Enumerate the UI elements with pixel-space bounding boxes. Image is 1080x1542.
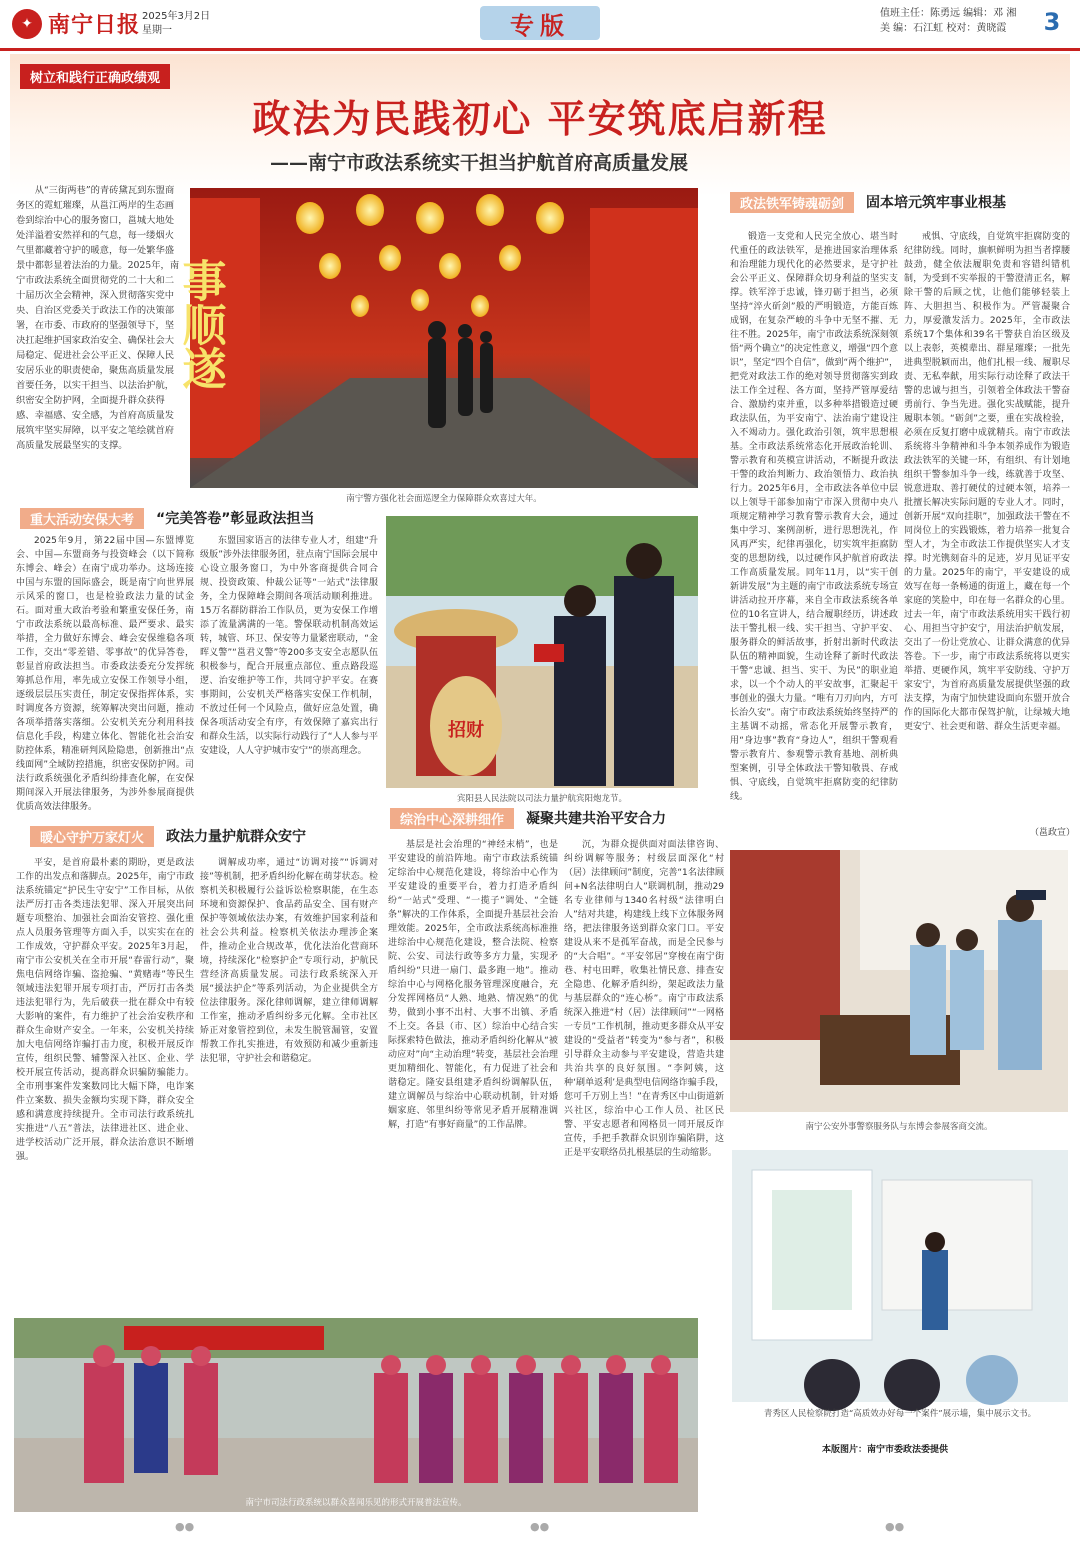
logo-emblem-icon: ✦: [12, 9, 42, 39]
masthead: [0, 0, 1080, 51]
photo-legal-performance-image: [14, 1318, 698, 1512]
section-tag: 综治中心深耕细作: [390, 808, 514, 829]
section-banner: 专版: [480, 6, 600, 40]
page-number: 3: [1043, 8, 1061, 36]
section-header-team: [730, 192, 1006, 212]
section-header-center: [390, 808, 666, 828]
article-text: 沉，为群众提供面对面法律咨询、纠纷调解等服务；村级层面深化“村（居）法律顾问”制度，完善“1名法律顾问+N名法律明白人”联调机制，推动29名专业律师与1340名村级“法律明白人”结对共建，构建线上线下立体服务网络，把法律服务送到群众家门口。平安建设从来不是孤军奋战，而是全民参与的“大合唱”。“平安邻居”穿梭在南宁街巷、村屯田畔，收集社情民意、排查安全隐患、化解矛盾纠纷，架起政法力量与基层群众的“连心桥”。南宁市政法系统深入推进“村（居）法律顾问”“一网格一专员”工作机制，推动更多群众从平安建设的“受益者”转变为“参与者”，积极引导群众主动参与平安建设，营造共建共治共享的良好氛围。“李阿姨，这种‘刷单返利’是典型电信网络诈骗手段，您可千万别上当！”在青秀区中山街道新兴社区，综治中心工作人员、社区民警、平安志愿者和网格员一同开展反诈宣传，手把手教群众识别诈骗陷阱，这正是平安联络员扎根基层的生动缩影。: [564, 840, 724, 1158]
banner-calligraphy: 事顺遂: [174, 258, 226, 390]
footer-dots: ●●: [175, 1520, 195, 1533]
caption-procuratorate-wall: 青秀区人民检察院打造“高质效办好每一个案件”展示墙，集中展示文书。: [763, 1409, 1037, 1419]
photo-court-festival-image: [386, 516, 698, 788]
section-header-events: [20, 508, 314, 528]
article-text: 东盟国家语言的法律专业人才，组建“升级版”涉外法律服务团，驻点南宁国际会展中心设立服务窗口，为中外客商提供合同合规、投资政策、仲裁公证等“一站式”法律服务，全力保障峰会期间各项活动顺利推进。15万名群防群治工作队员，更为安保工作增添了流量满满的一笔。警保联动机制高效运转，城管、环卫、保安等力量紧密联动，“金晖义警”“邕君义警”等200多支安全志愿队伍积极参与，配合开展重点部位、重点路段巡逻、治安维护等工作，共同守护平安。在赛事期间，公安机关严格落实安保工作机制，不放过任何一个风险点，做好应急处置，确保各项活动安全有序，有效保障了嘉宾出行和群众生活，以实际行动践行了“人人参与平安建设，人人守护城市安宁”的崇高理念。: [200, 536, 378, 756]
section-title: “完美答卷”彰显政法担当: [156, 511, 315, 527]
feature-headline: 政法为民践初心 平安筑底启新程: [252, 96, 828, 141]
photo-street-patrol: [174, 188, 698, 488]
article-text: 调解成功率，通过“访调对接”“诉调对接”等机制，把矛盾纠纷化解在萌芽状态。检察机关积极履行公益诉讼检察职能，在生态环境和资源保护、食品药品安全、国有财产保护等领域依法办案，有效维护国家利益和社会公共利益。检察机关依法办理涉企案件，推动企业合规改革，优化法治化营商环境，持续深化“检察护企”专项行动，护航民营经济高质量发展。司法行政系统深入开展“援法护企”等系列活动，为企业提供全方位法律服务。深化律师调解，建立律师调解工作室，推动矛盾纠纷多元化解。全市社区矫正对象管控到位，未发生脱管漏管，安置帮教工作扎实推进，有效预防和减少重新违法犯罪，守护社会和谐稳定。: [200, 858, 378, 1064]
footer-dots: ●●: [885, 1520, 905, 1533]
feature-tag: 树立和践行正确政绩观: [20, 64, 170, 89]
caption-court-festival: 宾阳县人民法院以司法力量护航宾阳炮龙节。: [456, 794, 627, 804]
caption-police-expo: 南宁公安外事警察服务队与东博会参展客商交流。: [805, 1122, 993, 1132]
section-header-guard: [30, 826, 306, 846]
newspaper-logo: [12, 8, 140, 39]
photo-police-expo: [730, 850, 1068, 1112]
section-tag: 政法铁军铸魂砺剑: [730, 192, 854, 213]
issue-date: 2025年3月2日 星期一: [142, 11, 211, 36]
caption-legal-performance: 南宁市司法行政系统以群众喜闻乐见的形式开展普法宣传。: [245, 1498, 467, 1508]
article-text: 锻造一支党和人民完全放心、堪当时代重任的政法铁军，是推进国家治理体系和治理能力现代化的必然要求，是守护社会公平正义、保障群众切身利益的坚实支撑。铁军淬于忠诚，锋刃砺于担当，必须坚持“淬火斫剑”般的严明锻造，方能百炼成钢，在复杂严峻的斗争中无坚不摧、无往不胜。2025年，南宁市政法系统深刻领悟“两个确立”的决定性意义，增强“四个意识”，坚定“四个自信”，做到“两个维护”，把党对政法工作的绝对领导贯彻落实到政法工作全过程、各方面，坚持严管厚爱结合、激励约束并重，以多种举措锻造过硬政法队伍，为平安南宁、法治南宁建设注入不竭动力。强化政治引领，筑牢思想根基。全市政法系统常态化开展政治轮训、警示教育和英模宣讲活动，不断提升政法干警的政治判断力、政治领悟力、政治执行力。2025年6月，全市政法各单位中层以上领导干部参加南宁市深入贯彻中央八项规定精神学习教育警示教育大会，通过集中学习、案例剖析，进行思想洗礼，作风再严实，纪律再强化，切实筑牢拒腐防变的思想防线，以过硬作风护航首府政法工作高质量发展。同年11月，以“实干创新讲发展”为主题的南宁市政法系统专场宣讲活动拉开序幕，来自全市政法系统各单位的10名宣讲人，结合履职经历，讲述政法干警扎根一线、实干担当、守护平安、服务群众的鲜活故事，折射出新时代政法队伍的精神面貌，生动诠释了新时代政法干警“忠诚、担当、实干、为民”的职业追求，以一个个动人的平安故事，汇聚起干事创业的强大力量。“唯有刀刃向内，方可长治久安”。南宁市政法系统始终坚持严的主基调不动摇，常态化开展警示教育，用“身边事”教育“身边人”，组织干警观看警示教育片、参观警示教育基地、剖析典型案例，引导全体政法干警知敬畏、存戒惧、守底线，自觉筑牢拒腐防变的纪律防线。: [730, 232, 898, 802]
article-text: 戒惧、守底线，自觉筑牢拒腐防变的纪律防线。同时，旗帜鲜明为担当者撑腰鼓劲，健全依法履职免责和容错纠错机制，为受到不实举报的干警澄清正名，解除干警的后顾之忧，让他们能够轻装上阵、大胆担当、积极作为。严管凝聚合力，厚爱激发活力。2025年，全市政法系统17个集体和39名干警获自治区级及以上表彰，英模辈出、群星璀璨；一批先进典型脱颖而出，他们扎根一线、履职尽责、无私奉献，用实际行动诠释了政法干警的忠诚与担当，引领着全体政法干警奋勇前行、争当先进。强化实战赋能，提升履职本领。“砺剑”之要，重在实战检验，必须在反复打磨中成就精兵。南宁市政法系统将斗争精神和斗争本领养成作为锻造政法铁军的关键一环，有组织、有计划地组织干警参加斗争一线，练就善于攻坚、锐意进取、善打硬仗的过硬本领，培养一批擅长解决实际问题的专业人才。同时，创新开展“双向挂职”，加强政法干警在不同岗位上的实践锻炼，着力培养一批复合型人才，为全市政法工作提供坚实人才支撑。时光镌刻奋斗的足迹，岁月见证平安的力量。2025年的南宁，平安建设的成效写在每一条畅通的街道上，藏在每一个家庭的笑脸中，印在每一名群众的心里。过去一年，南宁市政法系统用实干践行初心、用担当守护安宁，用法治护航发展，交出了一份让党放心、让群众满意的优异答卷。下一步，南宁市政法系统将以更实举措、更硬作风，筑牢平安防线、守护万家安宁，为首府高质量发展提供坚强的政法支撑，为南宁加快建设面向东盟开放合作的国际化大都市保驾护航，让绿城大地更安宁、社会更和谐、群众生活更幸福。: [904, 232, 1070, 732]
article-text: 基层是社会治理的“神经末梢”，也是平安建设的前沿阵地。南宁市政法系统锚定综治中心规范化建设，将综治中心作为平安建设的重要平台，着力打造矛盾纠纷“一站式”受理、“一揽子”调处、“全链条”解决的工作体系，全面提升基层社会治理效能。2025年，全市政法系统高标准推进综治中心规范化建设，整合法院、检察院、公安、司法行政等多方力量，实现矛盾纠纷“只进一扇门、最多跑一地”。推动综治中心与网格化服务管理深度融合，充分发挥网格员“人熟、地熟、情况熟”的优势，做到小事不出村、大事不出镇、矛盾不上交。各县（市、区）综治中心结合实际探索特色做法，推动矛盾纠纷化解从“被动应对”向“主动治理”转变，基层社会治理更加精细化、智能化，有力促进了社会和谐稳定。隆安县组建矛盾纠纷调解队伍，建立调解员与综治中心联动机制，针对婚姻家庭、邻里纠纷等常见矛盾开展精准调解，打造“有事好商量”的工作品牌。: [388, 840, 558, 1130]
photo-procuratorate-wall: [732, 1150, 1068, 1402]
photo-credit: 本版图片：南宁市委政法委提供: [822, 1445, 949, 1455]
footer-dots: ●●: [530, 1520, 550, 1533]
section-title: 政法力量护航群众安宁: [166, 829, 307, 845]
photo-street-patrol-image: [174, 188, 698, 488]
photo-police-expo-image: [730, 850, 1068, 1112]
photo-court-festival: [386, 516, 698, 788]
feature-subtitle: ——南宁市政法系统实干担当护航首府高质量发展: [270, 152, 689, 174]
photo-legal-performance: [14, 1318, 698, 1512]
section-title: 固本培元筑牢事业根基: [866, 195, 1007, 211]
article-text: 2025年9月，第22届中国—东盟博览会、中国—东盟商务与投资峰会（以下简称东博会、峰会）在南宁成功举办。这场连接中国与东盟的国际盛会，既是南宁向世界展示风采的窗口，也是检验政法力量的试金石。面对重大政治考验和繁重安保任务，南宁市政法系统以最高标准、最严要求、最实举措，全力做好东博会、峰会安保维稳各项工作，交出“零差错、零事故”的优异答卷，彰显首府政法担当。市委政法委充分发挥统筹抓总作用，率先成立安保工作领导小组，逐级层层压实责任，制定安保指挥体系，实时调度各方资源，统筹解决突出问题，推动各项举措落实落细。公安机关充分利用科技信息化手段，构建立体化、智能化社会治安防控体系，精准研判风险隐患，创新推出“点线面网”全域防控措施，织密安保防护网。司法行政系统强化矛盾纠纷排查化解，在安保期间深入开展法律服务，为涉外参展商提供优质高效法律服务。: [16, 536, 194, 812]
author-signature: （邕政宣）: [1030, 828, 1076, 838]
section-tag: 暖心守护万家灯火: [30, 826, 154, 847]
section-title: 凝聚共建共治平安合力: [526, 811, 667, 827]
article-text: 平安，是首府最朴素的期盼，更是政法工作的出发点和落脚点。2025年，南宁市政法系统锚定“护民生守安宁”工作目标，从依法严厉打击各类违法犯罪、深入开展突出问题专项整治、加强社会面治安管控、强化重点人员服务管理等方面入手，以实实在在的工作成效，守护群众平安。2025年3月起，南宁市公安机关在全市开展“春雷行动”，聚焦电信网络诈骗、盗抢骗、“黄赌毒”等民生领域违法犯罪开展专项打击，严厉打击各类违法犯罪行为，先后破获一批在群众中有较大影响的案件，有力维护了社会治安秩序和群众生命财产安全。一年来，公安机关持续加大电信网络诈骗打击力度，积极开展反诈宣传，组织民警、辅警深入社区、企业、学校开展宣传活动，提高群众识骗防骗能力。全市刑事案件发案数同比大幅下降，电诈案件立案数、损失金额均实现下降，群众安全感和满意度持续提升。全市司法行政系统扎实推进“八五”普法，法律进社区、进企业、进学校活动广泛开展，群众法治意识不断增强。: [16, 858, 194, 1162]
newspaper-name: 南宁日报: [48, 12, 141, 38]
photo-procuratorate-wall-image: [732, 1150, 1068, 1402]
lantern-text: 招财: [448, 720, 484, 741]
lead-paragraph: 从“三街两巷”的青砖黛瓦到东盟商务区的霓虹璀璨，从邕江两岸的生态画卷到综治中心的服务窗口，邕城大地处处洋溢着安然祥和的气息，每一缕烟火气里都藏着守护的暖意，每一处繁华盛景中都彰显着法治的力量。2025年，南宁市政法系统全面贯彻党的二十大和二十届历次全会精神，深入贯彻落实党中央、自治区党委关于政法工作的决策部署，在市委、市政府的坚强领导下，坚决扛起维护国家政治安全、确保社会大局稳定、促进社会公平正义、保障人民安居乐业的职责使命，聚焦高质量发展首要任务，以实干担当、以法治护航，织密安全防护网，全面提升群众获得感、幸福感、安全感，为首府高质量发展筑牢坚实屏障，以平安之笔绘就首府高质量发展最坚实的支撑。: [16, 185, 180, 451]
editorial-credits: 值班主任：陈勇远 编辑：邓 湘 美 编：石江虹 校对：黄晓霞: [880, 8, 1017, 34]
caption-street-patrol: 南宁警方强化社会面巡逻全力保障群众欢喜过大年。: [346, 494, 542, 504]
section-tag: 重大活动安保大考: [20, 508, 144, 529]
